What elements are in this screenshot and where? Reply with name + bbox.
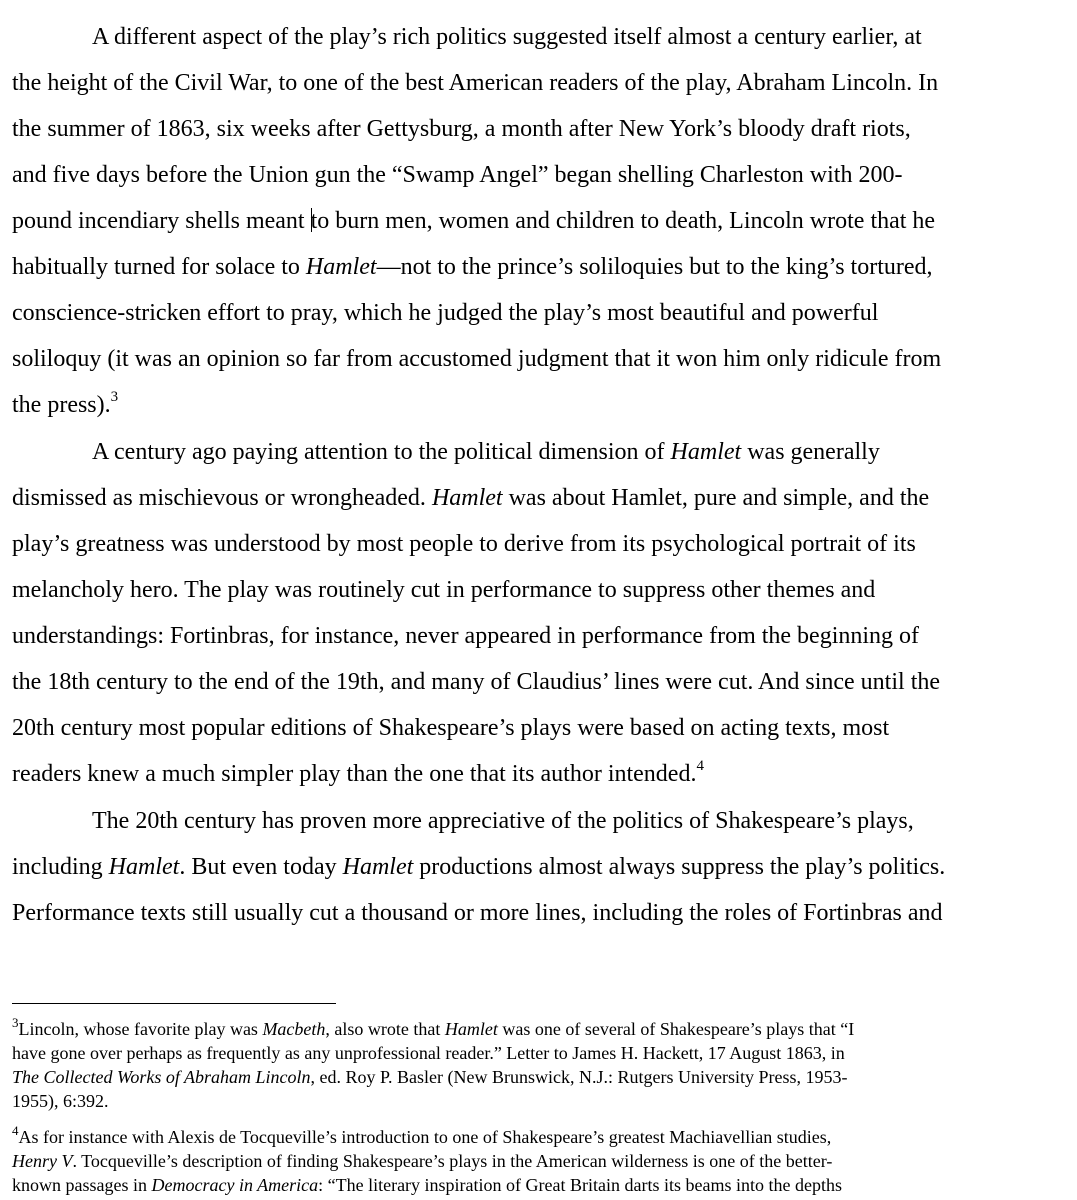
body-line [12, 252, 933, 282]
text-span: A century ago paying attention to the political dimension of [92, 439, 671, 465]
footnote-ref-3[interactable]: 3 [110, 389, 119, 405]
text-span: was one of several of Shakespeare’s plays that “I [497, 1019, 855, 1039]
text-span: play’s greatness was understood by most people to derive from its psychological portrait of its [12, 531, 916, 557]
text-span: As for instance with Alexis de Tocqueville’s introduction to one of Shakespeare’s greatest Machiavellian studies, [18, 1127, 832, 1147]
body-line [12, 759, 704, 789]
text-span: melancholy hero. The play was routinely cut in performance to suppress other themes and [12, 577, 876, 603]
body-line [12, 713, 889, 743]
footnote-line [12, 1123, 832, 1148]
text-span: A different aspect of the play’s rich politics suggested itself almost a century earlier, at [92, 24, 922, 50]
text-span: , also wrote that [325, 1019, 445, 1039]
text-span: 20th century most popular editions of Shakespeare’s plays were based on acting texts, most [12, 715, 890, 741]
body-line [92, 437, 880, 467]
italic-title: Democracy in America [151, 1175, 319, 1195]
text-span: —not to the prince’s soliloquies but to the king’s tortured, [376, 254, 933, 280]
footnote-line [12, 1015, 855, 1040]
italic-title: Henry V [12, 1151, 73, 1171]
text-span: . Tocqueville’s description of finding Shakespeare’s plays in the American wilderness is one of the better- [72, 1151, 833, 1171]
text-span: have gone over perhaps as frequently as any unprofessional reader.” Letter to James H. Hackett, 17 August 1863, in [12, 1043, 845, 1063]
text-span: soliloquy (it was an opinion so far from accustomed judgment that it won him only ridicule from [12, 346, 942, 372]
footnote-marker-3: 3 [12, 1015, 19, 1030]
text-span: including [12, 854, 109, 880]
body-line [12, 68, 938, 98]
body-line [12, 575, 875, 605]
footnote-line [12, 1150, 832, 1172]
body-line [12, 114, 911, 144]
body-line [12, 206, 935, 236]
text-span: Lincoln, whose favorite play was [18, 1019, 263, 1039]
text-span: pound incendiary shells meant [12, 208, 311, 234]
italic-title: Hamlet [444, 1019, 498, 1039]
footnote-separator [12, 1003, 336, 1004]
text-span: and five days before the Union gun the “Swamp Angel” began shelling Charleston with 200- [12, 162, 903, 188]
text-span: Performance texts still usually cut a thousand or more lines, including the roles of Fortinbras and [12, 900, 943, 926]
italic-title: Hamlet [431, 485, 503, 511]
text-span: was about Hamlet, pure and simple, and the [502, 485, 930, 511]
body-line [12, 529, 916, 559]
italic-title: Macbeth [262, 1019, 326, 1039]
text-span: : “The literary inspiration of Great Britain darts its beams into the depths [318, 1175, 842, 1195]
italic-title: Hamlet [670, 439, 742, 465]
body-line [12, 898, 942, 928]
body-line [92, 806, 914, 836]
text-span: readers knew a much simpler play than the one that its author intended. [12, 761, 697, 787]
text-span: productions almost always suppress the play’s politics. [413, 854, 946, 880]
text-span: understandings: Fortinbras, for instance, never appeared in performance from the beginning of [12, 623, 920, 649]
footnote-line [12, 1174, 842, 1196]
text-span: the summer of 1863, six weeks after Gettysburg, a month after New York’s bloody draft riots, [12, 116, 911, 142]
text-span: to burn men, women and children to death, Lincoln wrote that he [310, 208, 936, 234]
text-span: dismissed as mischievous or wrongheaded. [12, 485, 432, 511]
footnote-line [12, 1066, 847, 1088]
text-span: 1955), 6:392. [12, 1091, 109, 1111]
text-span: was generally [741, 439, 880, 465]
italic-title: Hamlet [305, 254, 377, 280]
footnote-line [12, 1042, 845, 1064]
body-line [12, 852, 945, 882]
body-line [12, 483, 929, 513]
text-span: the 18th century to the end of the 19th, and many of Claudius’ lines were cut. And since until the [12, 669, 941, 695]
body-line [92, 22, 922, 52]
text-span: the height of the Civil War, to one of the best American readers of the play, Abraham Lincoln. In [12, 70, 939, 96]
text-span: the press). [12, 392, 111, 418]
footnote-ref-4[interactable]: 4 [696, 758, 704, 774]
body-line [12, 390, 118, 420]
body-line [12, 344, 941, 374]
text-span: habitually turned for solace to [12, 254, 306, 280]
footnote-marker-4: 4 [12, 1123, 19, 1138]
body-line [12, 667, 940, 697]
text-span: , ed. Roy P. Basler (New Brunswick, N.J.: Rutgers University Press, 1953- [310, 1067, 848, 1087]
footnote-line [12, 1090, 109, 1112]
body-line [12, 160, 902, 190]
italic-title: Hamlet [108, 854, 180, 880]
text-span: . But even today [179, 854, 343, 880]
text-span: conscience-stricken effort to pray, which he judged the play’s most beautiful and powerful [12, 300, 879, 326]
text-span: known passages in [12, 1175, 152, 1195]
italic-title: Hamlet [342, 854, 414, 880]
text-span: The 20th century has proven more appreciative of the politics of Shakespeare’s plays, [92, 808, 914, 834]
body-line [12, 298, 878, 328]
italic-title: The Collected Works of Abraham Lincoln [12, 1067, 311, 1087]
body-line [12, 621, 919, 651]
